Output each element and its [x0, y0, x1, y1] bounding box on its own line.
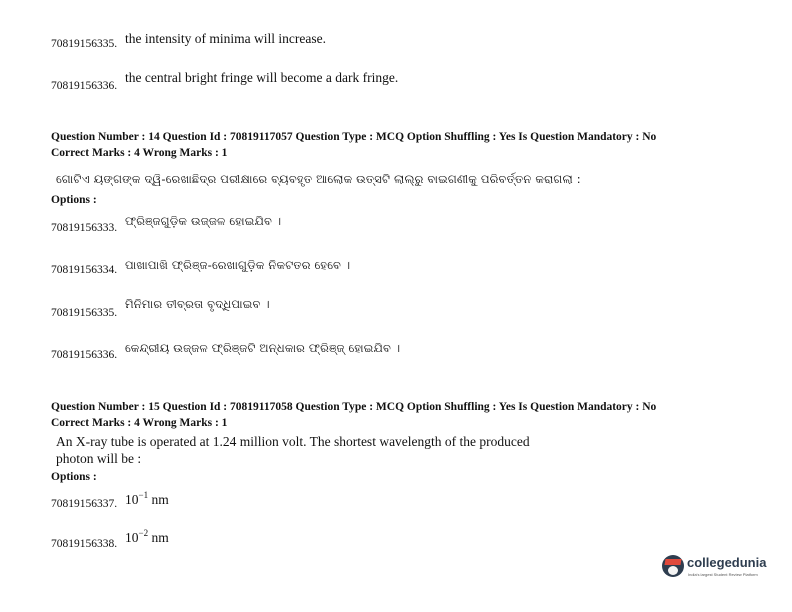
option-text: ପାଖାପାଖି ଫ୍ରିଞ୍ଜ-ରେଖାଗୁଡ଼ିକ ନିକଟତର ହେବେ ।	[125, 258, 351, 272]
unit: nm	[151, 492, 169, 507]
option-text: କେନ୍ଦ୍ରୀୟ ଉଜ୍ଜଳ ଫ୍ରିଞ୍ଜଟି ଅନ୍ଧକାର ଫ୍ରିଞ୍ଜ୍ ହୋଇଯିବ ।	[125, 341, 401, 355]
option-id: 70819156336.	[51, 80, 118, 92]
option-math	[125, 528, 169, 546]
question-marks: Correct Marks : 4 Wrong Marks : 1	[51, 147, 228, 159]
power-base: 10	[125, 492, 139, 507]
graduate-cap-icon	[662, 555, 684, 577]
option-text: ଫ୍ରିଞ୍ଜଗୁଡ଼ିକ ଉଜ୍ଜଳ ହୋଇଯିବ ।	[125, 214, 282, 228]
question-text: ଗୋଟିଏ ୟଙ୍ଗଙ୍କ ଦ୍ୱି-ରେଖାଛିଦ୍ର ପରୀକ୍ଷାରେ ବ୍ୟବହୃତ ଆଲୋକ ଉତ୍ସଟି ଲାଲ୍‌ରୁ ବାଇଗଣୀକୁ ପରିବର୍ତ୍ତନ କରାଗଲା :	[56, 172, 581, 186]
question-text-line1: An X-ray tube is operated at 1.24 million volt. The shortest wavelength of the produced	[56, 434, 530, 449]
power-exponent: −2	[138, 528, 149, 538]
option-id: 70819156337.	[51, 498, 118, 510]
power-exponent: −1	[138, 490, 149, 500]
option-id: 70819156333.	[51, 222, 118, 234]
collegedunia-logo	[662, 553, 767, 581]
option-id: 70819156335.	[51, 307, 118, 319]
options-label: Options :	[51, 194, 97, 206]
question-header: Question Number : 14 Question Id : 70819117057 Question Type : MCQ Option Shuffling : Yes Is Question Mandatory : No	[51, 131, 657, 143]
unit: nm	[151, 530, 169, 545]
option-id: 70819156334.	[51, 264, 118, 276]
option-id: 70819156335.	[51, 38, 118, 50]
option-text: the central bright fringe will become a dark fringe.	[125, 70, 399, 85]
option-text: ମିନିମାର ତୀବ୍ରତା ବୃଦ୍ଧିପାଇବ ।	[125, 297, 270, 311]
option-id: 70819156338.	[51, 538, 118, 550]
question-header: Question Number : 15 Question Id : 70819117058 Question Type : MCQ Option Shuffling : Yes Is Question Mandatory : No	[51, 401, 657, 413]
question-marks: Correct Marks : 4 Wrong Marks : 1	[51, 417, 228, 429]
question-text-line2: photon will be :	[56, 451, 142, 466]
power-base: 10	[125, 530, 139, 545]
options-label: Options :	[51, 471, 97, 483]
option-text: the intensity of minima will increase.	[125, 31, 326, 46]
logo-tagline: India's largest Student Review Platform	[688, 572, 758, 577]
option-math	[125, 490, 169, 508]
option-id: 70819156336.	[51, 349, 118, 361]
logo-name: collegedunia	[687, 555, 767, 570]
